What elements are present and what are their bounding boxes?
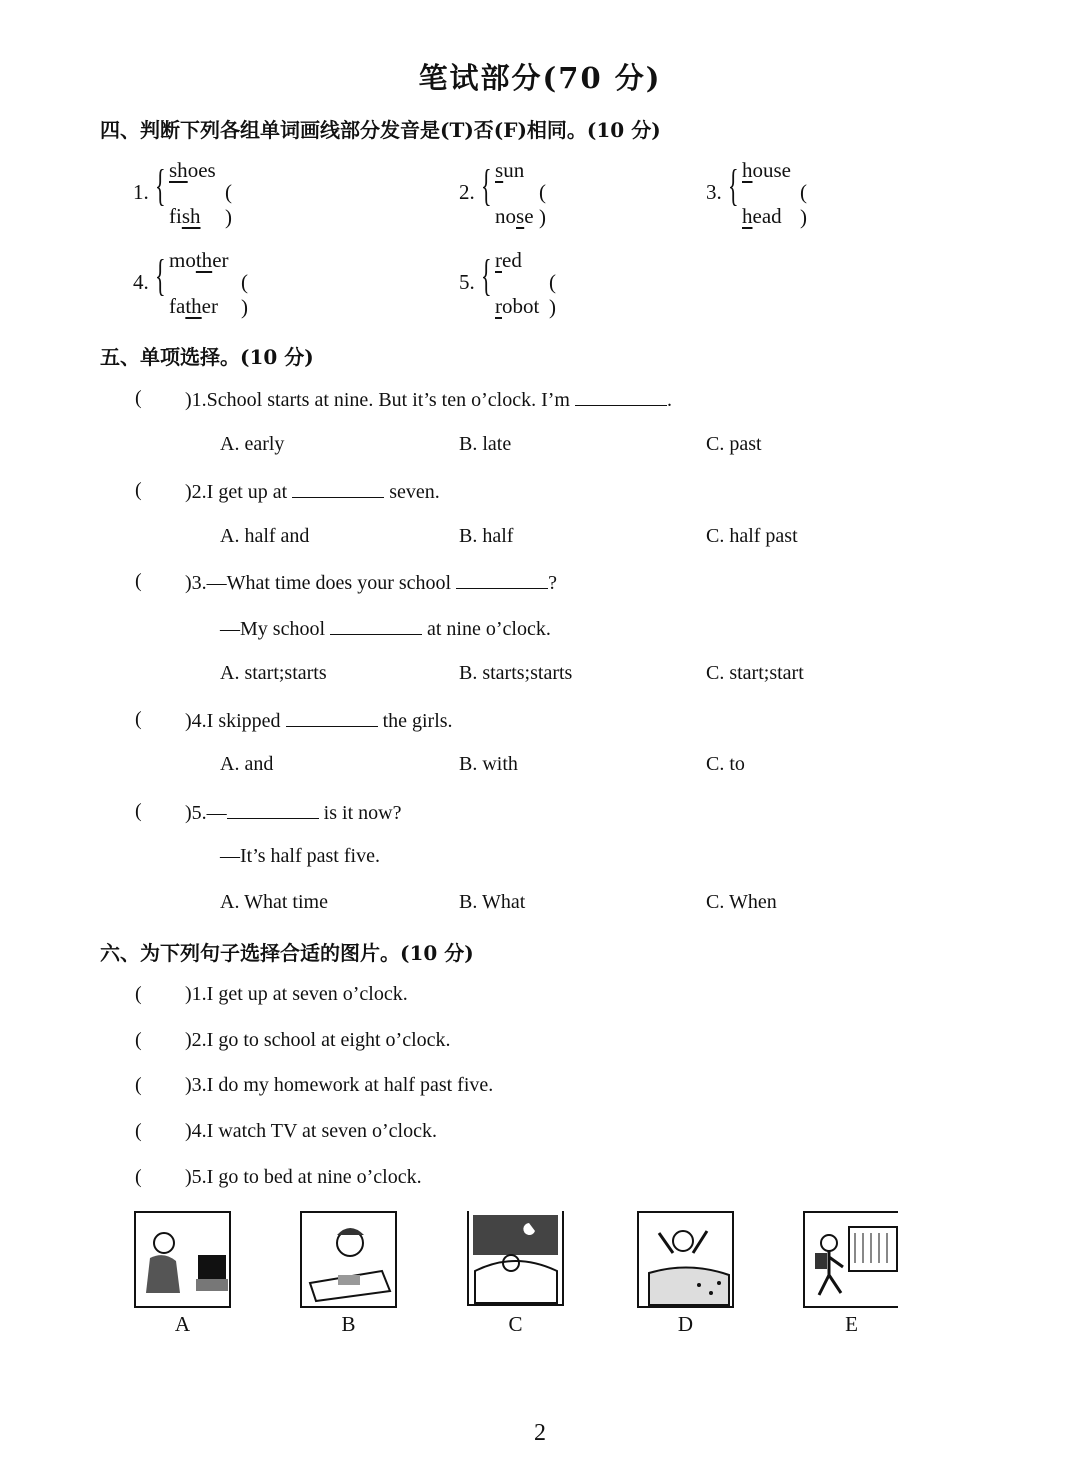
option-a[interactable]: A. start;starts [220,662,327,684]
watching-tv-picture [134,1211,231,1308]
word-1: red [495,248,522,272]
answer-paren-open[interactable]: ( [135,387,142,409]
waking-up-picture [637,1211,734,1308]
question-3-line-2: —My school at nine o’clock. [220,618,551,640]
picture-label-a: A [174,1312,191,1336]
blank[interactable] [456,570,548,589]
option-c[interactable]: C. start;start [706,662,804,684]
blank[interactable] [330,616,422,635]
blank[interactable] [292,479,384,498]
option-a[interactable]: A. early [220,433,285,455]
answer-paren-open[interactable]: ( [135,800,142,822]
item-number: 2. [459,180,475,204]
option-b[interactable]: B. starts;starts [459,662,573,684]
doing-homework-picture [300,1211,397,1308]
blank[interactable] [227,800,319,819]
sentence-1: )1.I get up at seven o’clock. [185,983,408,1005]
question-3: )3.—What time does your school ? [185,572,557,594]
word-2: fish [169,204,201,228]
section5-heading: 五、单项选择。(10 分) [100,345,314,369]
going-to-school-picture [803,1211,898,1308]
answer-paren-open[interactable]: ( [135,570,142,592]
question-1: )1.School starts at nine. But it’s ten o’clock. I’m . [185,389,672,411]
sentence-3: )3.I do my homework at half past five. [185,1074,494,1096]
answer-parentheses[interactable]: ( ) [241,270,248,319]
answer-paren-open[interactable]: ( [135,1120,142,1142]
word-2: nose [495,204,534,228]
picture-label-c: C [508,1312,523,1336]
option-c[interactable]: C. half past [706,525,798,547]
question-4: )4.I skipped the girls. [185,710,453,732]
answer-parentheses[interactable]: ( ) [225,180,232,229]
word-1: house [742,158,791,182]
item-number: 3. [706,180,722,204]
blank[interactable] [286,708,378,727]
option-b[interactable]: B. What [459,891,526,913]
section6-heading: 六、为下列句子选择合适的图片。(10 分) [100,941,474,965]
blank[interactable] [575,387,667,406]
option-a[interactable]: A. and [220,753,274,775]
page-title: 笔试部分(70 分) [418,61,662,95]
option-b[interactable]: B. with [459,753,518,775]
sentence-2: )2.I go to school at eight o’clock. [185,1029,451,1051]
page-number: 2 [534,1420,546,1446]
word-2: robot [495,294,540,318]
option-a[interactable]: A. What time [220,891,328,913]
sentence-4: )4.I watch TV at seven o’clock. [185,1120,437,1142]
option-b[interactable]: B. late [459,433,512,455]
option-b[interactable]: B. half [459,525,514,547]
question-5-line-2: —It’s half past five. [220,845,380,867]
item-number: 5. [459,270,475,294]
sentence-5: )5.I go to bed at nine o’clock. [185,1166,422,1188]
option-c[interactable]: C. past [706,433,762,455]
word-2: head [742,204,782,228]
answer-parentheses[interactable]: ( ) [549,270,556,319]
word-1: mother [169,248,229,272]
word-1: sun [495,158,525,182]
picture-label-d: D [677,1312,694,1336]
picture-label-b: B [341,1312,356,1336]
picture-label-e: E [845,1312,858,1336]
item-number: 1. [133,180,149,204]
item-number: 4. [133,270,149,294]
sleeping-in-bed-picture [467,1211,564,1306]
answer-paren-open[interactable]: ( [135,1074,142,1096]
answer-paren-open[interactable]: ( [135,1029,142,1051]
option-c[interactable]: C. When [706,891,777,913]
option-c[interactable]: C. to [706,753,745,775]
answer-paren-open[interactable]: ( [135,1166,142,1188]
answer-paren-open[interactable]: ( [135,479,142,501]
option-a[interactable]: A. half and [220,525,310,547]
word-1: shoes [169,158,216,182]
section4-heading: 四、判断下列各组单词画线部分发音是(T)否(F)相同。(10 分) [100,118,661,142]
answer-paren-open[interactable]: ( [135,983,142,1005]
question-5: )5.— is it now? [185,802,402,824]
answer-paren-open[interactable]: ( [135,708,142,730]
answer-parentheses[interactable]: ( ) [539,180,546,229]
question-2: )2.I get up at seven. [185,481,440,503]
answer-parentheses[interactable]: ( ) [800,180,807,229]
word-2: father [169,294,218,318]
